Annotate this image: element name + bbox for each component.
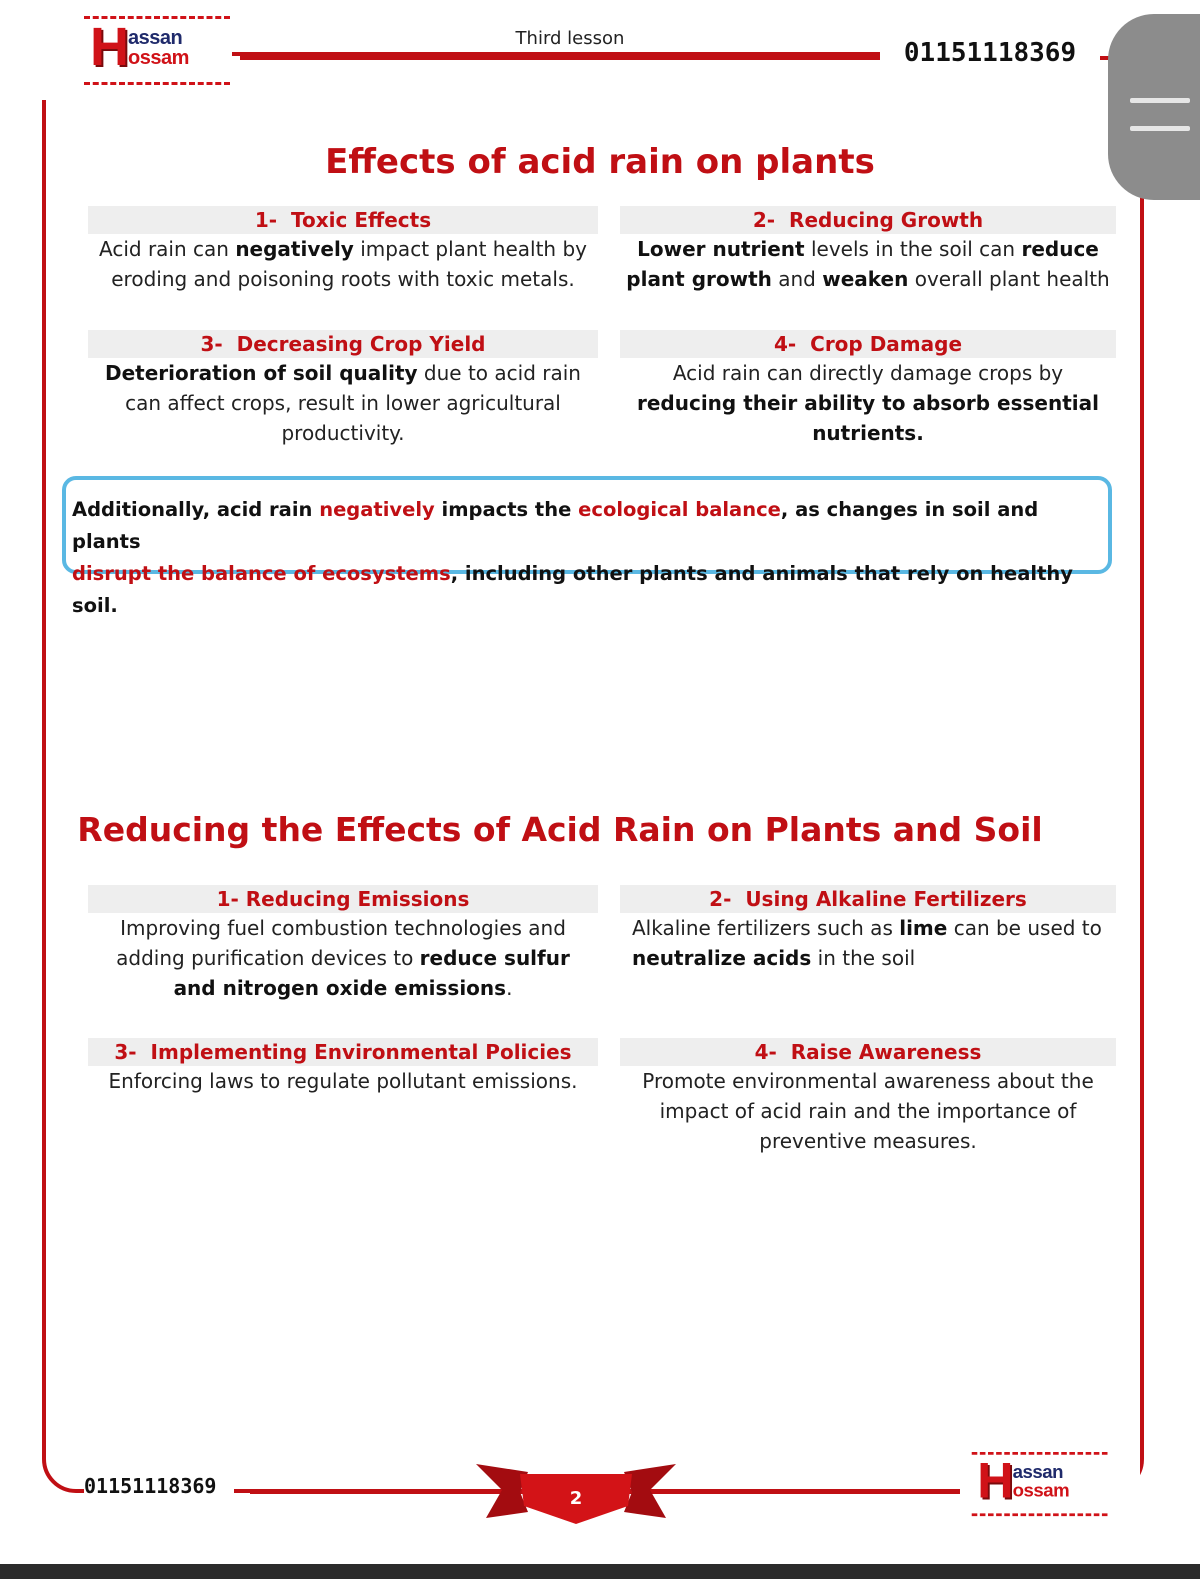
logo-word-2: ossam xyxy=(1012,1480,1070,1502)
card-number: 2- xyxy=(709,887,732,911)
handle-bar-icon xyxy=(1130,98,1190,103)
effect-card-3 xyxy=(88,330,598,448)
section-title-effects: Effects of acid rain on plants xyxy=(325,142,875,182)
card-number: 2- xyxy=(752,208,776,232)
logo-dash-bottom xyxy=(972,1513,1108,1516)
card-body: Deterioration of soil quality due to acid rain can affect crops, result in lower agricultural productivity. xyxy=(105,361,581,445)
header-phone: 01151118369 xyxy=(880,38,1100,68)
card-number: 3- xyxy=(200,332,223,356)
logo-initial: H xyxy=(977,1452,1014,1509)
lesson-label: Third lesson xyxy=(515,28,625,49)
card-heading-text: Reducing Growth xyxy=(789,208,984,232)
card-heading xyxy=(88,885,598,913)
effect-card-1 xyxy=(88,206,598,294)
card-body: Improving fuel combustion technologies and adding purification devices to reduce sulfur and nitrogen oxide emissions. xyxy=(116,916,570,1000)
card-body: Enforcing laws to regulate pollutant emissions. xyxy=(108,1069,578,1093)
header-logo xyxy=(80,16,226,84)
card-heading-text: Reducing Emissions xyxy=(245,887,470,911)
card-heading xyxy=(620,885,1116,913)
card-number: 1- xyxy=(216,887,239,911)
card-heading xyxy=(88,330,598,358)
handle-bar-icon xyxy=(1130,126,1190,131)
solution-card-3 xyxy=(88,1038,598,1096)
section-title-reducing: Reducing the Effects of Acid Rain on Plants and Soil xyxy=(77,810,1043,849)
logo-word-1: assan xyxy=(1012,1462,1064,1483)
card-body: Acid rain can negatively impact plant health by eroding and poisoning roots with toxic metals. xyxy=(99,237,587,291)
solution-card-4 xyxy=(620,1038,1116,1156)
ecology-callout: Additionally, acid rain negatively impacts the ecological balance, as changes in soil and plants disrupt the balance of ecosystems, including other plants and animals that rely on healthy soil. xyxy=(62,476,1112,574)
footer-logo xyxy=(968,1452,1104,1515)
card-number: 1- xyxy=(254,208,278,232)
logo-word-2: ossam xyxy=(128,47,189,69)
card-heading xyxy=(620,330,1116,358)
logo-dash-bottom xyxy=(84,82,230,85)
card-heading-text: Toxic Effects xyxy=(291,208,432,232)
card-number: 4- xyxy=(754,1040,777,1064)
card-heading xyxy=(88,1038,598,1066)
logo-initial: H xyxy=(90,17,129,77)
card-number: 3- xyxy=(114,1040,137,1064)
ribbon-right-tail xyxy=(624,1464,676,1518)
card-heading-text: Crop Damage xyxy=(810,332,963,356)
card-heading-text: Raise Awareness xyxy=(790,1040,982,1064)
logo-word-1: assan xyxy=(128,27,183,49)
header-rule xyxy=(232,52,882,56)
card-heading-text: Using Alkaline Fertilizers xyxy=(745,887,1027,911)
card-body: Acid rain can directly damage crops by reducing their ability to absorb essential nutrients. xyxy=(636,361,1099,445)
effect-card-2 xyxy=(620,206,1116,294)
solution-card-2 xyxy=(620,885,1116,973)
solution-card-1 xyxy=(88,885,598,1003)
card-heading-text: Decreasing Crop Yield xyxy=(236,332,486,356)
card-heading-text: Implementing Environmental Policies xyxy=(150,1040,572,1064)
card-body: Lower nutrient levels in the soil can reduce plant growth and weaken overall plant health xyxy=(626,237,1110,291)
ribbon-left-tail xyxy=(476,1464,528,1518)
card-heading xyxy=(620,206,1116,234)
card-number: 4- xyxy=(773,332,797,356)
card-heading xyxy=(88,206,598,234)
screen-bottom-bar xyxy=(0,1564,1200,1579)
page-number: 2 xyxy=(569,1488,583,1509)
card-body: Promote environmental awareness about the impact of acid rain and the importance of preventive measures. xyxy=(642,1069,1094,1153)
card-heading xyxy=(620,1038,1116,1066)
footer-phone: 01151118369 xyxy=(84,1474,234,1498)
card-body: Alkaline fertilizers such as lime can be used to neutralize acids in the soil xyxy=(632,916,1102,970)
effect-card-4 xyxy=(620,330,1116,448)
